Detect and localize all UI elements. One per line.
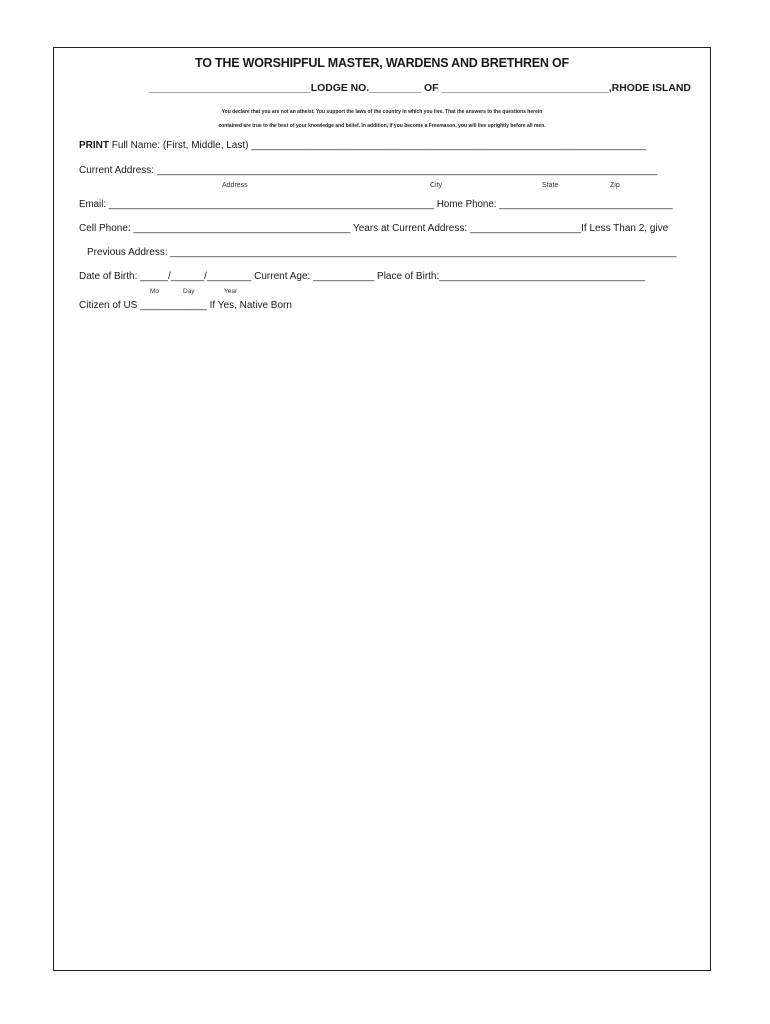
form-title: TO THE WORSHIPFUL MASTER, WARDENS AND BRETHREN OF [194,56,569,70]
form-sheet [53,47,711,971]
full-name-field[interactable]: Full Name: (First, Middle, Last) _______________________________________________________________________ [111,140,647,151]
full-name-row [79,140,646,151]
email-home-phone-field[interactable]: Email: ____________________________________________________________ Home Phone: ________________________________ [79,199,673,210]
dob-year-sublabel: Year [224,288,238,295]
print-label: PRINT [79,140,109,151]
state-sublabel: State [542,182,559,189]
citizen-field[interactable]: Citizen of US ____________ If Yes, Native Born [79,300,292,311]
lodge-line: ____________________________LODGE NO._________ OF _____________________________,RHODE ISLAND [149,83,691,94]
current-address-field[interactable]: Current Address: __________________________________________________________________________________________ [79,165,658,176]
zip-sublabel: Zip [610,182,620,189]
cell-phone-years-field[interactable]: Cell Phone: _______________________________________ Years at Current Address: ____________________If Less Than 2, give [79,223,669,234]
declaration-line-1: You declare that you are not an atheist. You support the laws of the country in which you live. That the answers to the questions herein [221,109,543,115]
city-sublabel: City [430,182,443,189]
date-of-birth-field[interactable]: Date of Birth: _____/______/________ Current Age: ___________ Place of Birth:_____________________________________ [79,271,646,282]
dob-month-sublabel: Mo [150,288,160,295]
address-sublabel: Address [222,182,248,189]
declaration-line-2: contained are true to the best of your knowledge and belief. In addition, if you become a Freemason, you will live uprightly before all men. [218,123,546,129]
dob-day-sublabel: Day [183,288,195,295]
previous-address-field[interactable]: Previous Address: ___________________________________________________________________________________________ [87,247,677,258]
